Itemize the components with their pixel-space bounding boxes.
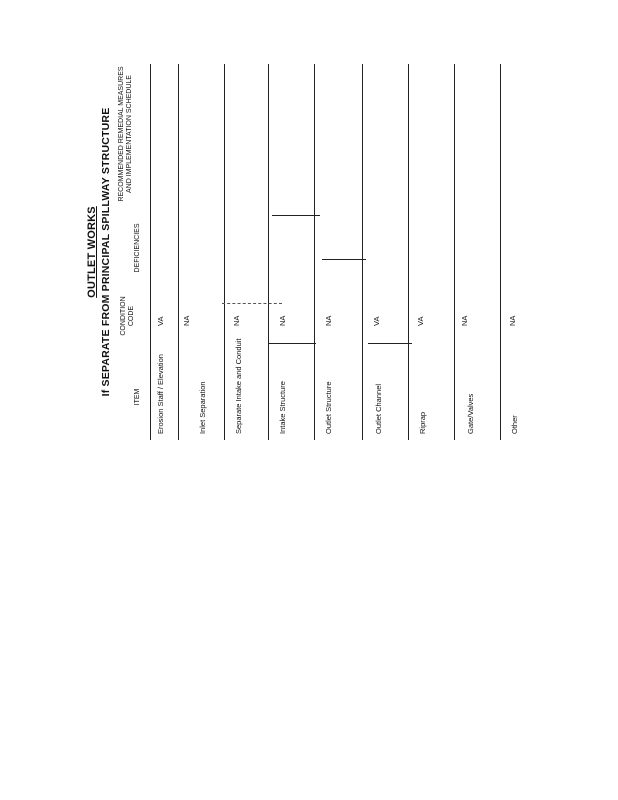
row-divider xyxy=(178,64,179,440)
row-divider xyxy=(500,64,501,440)
row-code-7: VA xyxy=(416,316,425,326)
row-code-1: VA xyxy=(156,316,165,326)
row-item-7: Riprap xyxy=(418,411,427,434)
cell-border xyxy=(272,215,320,216)
outlet-works-table-rotated xyxy=(82,64,532,440)
row-code-6: VA xyxy=(372,316,381,326)
row-code-4: NA xyxy=(278,315,287,326)
cell-border xyxy=(368,343,412,344)
row-item-6: Outlet Channel xyxy=(374,383,383,434)
column-header-recommended: RECOMMENDED REMEDIAL MEASURES AND IMPLEMENTATION SCHEDULE xyxy=(118,66,133,202)
row-divider xyxy=(268,64,269,440)
cell-border-dashed xyxy=(222,303,282,304)
row-divider xyxy=(314,64,315,440)
row-item-2: Inlet Separation xyxy=(198,381,207,434)
document-subtitle: If SEPARATE FROM PRINCIPAL SPILLWAY STRUCTURE xyxy=(100,107,112,397)
row-item-5: Outlet Structure xyxy=(324,381,333,434)
row-code-5: NA xyxy=(324,315,333,326)
row-item-4: Intake Structure xyxy=(278,381,287,434)
row-divider xyxy=(408,64,409,440)
row-code-9: NA xyxy=(508,315,517,326)
row-item-3: Separate Intake and Conduit xyxy=(234,338,243,434)
column-header-deficiencies: DEFICIENCIES xyxy=(134,223,141,273)
row-item-1: Erosion Staff / Elevation xyxy=(156,354,165,434)
row-divider xyxy=(362,64,363,440)
document-title: OUTLET WORKS xyxy=(86,206,98,298)
header-rule xyxy=(150,64,151,440)
row-code-3: NA xyxy=(232,315,241,326)
row-item-8: Gate/Valves xyxy=(466,393,475,434)
cell-border xyxy=(268,343,316,344)
cell-border xyxy=(322,259,366,260)
column-header-condition-code: CONDITION CODE xyxy=(120,296,135,336)
row-divider xyxy=(224,64,225,440)
row-item-9: Other xyxy=(510,415,519,434)
row-divider xyxy=(454,64,455,440)
column-header-item: ITEM xyxy=(134,388,141,406)
row-code-8: NA xyxy=(460,315,469,326)
row-code-2: NA xyxy=(182,315,191,326)
